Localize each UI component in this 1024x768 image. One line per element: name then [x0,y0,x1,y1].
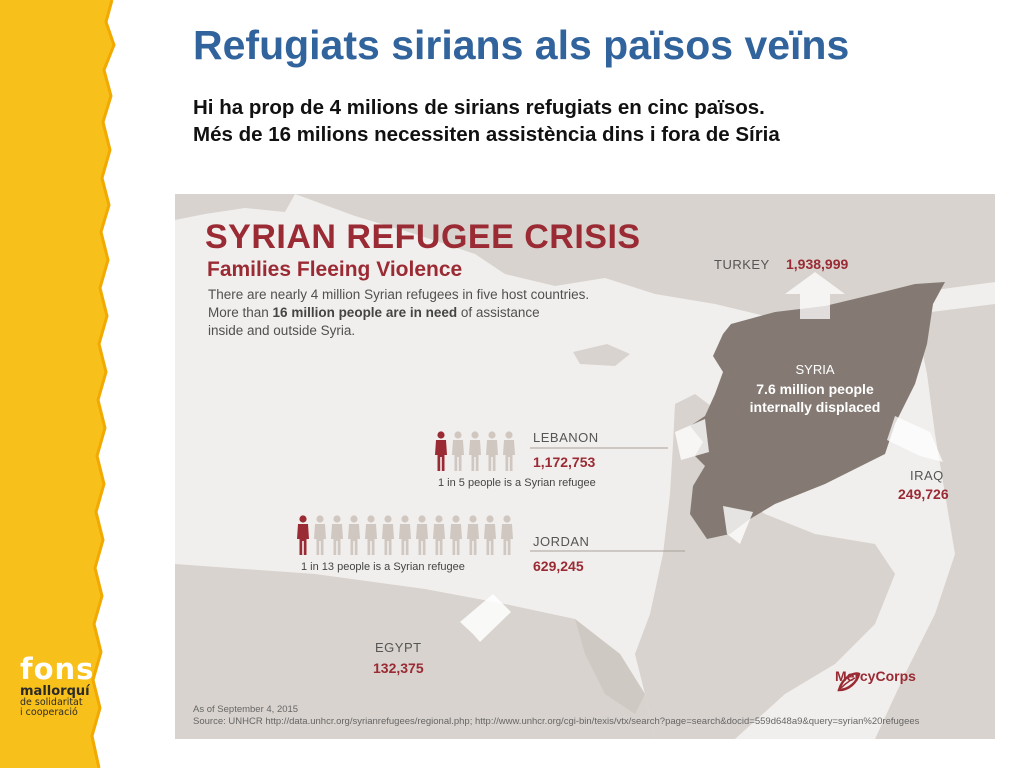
person-icon [365,515,377,555]
person-icon [435,431,447,471]
jordan-value: 629,245 [533,558,584,574]
person-icon [297,515,309,555]
logo-line1: de solidaritat [20,697,83,708]
subtitle-line2: Més de 16 milions necessiten assistència dins i fora de Síria [193,123,780,146]
person-icon [331,515,343,555]
person-icon [348,515,360,555]
logo-line2: i cooperació [20,707,78,718]
lebanon-label: LEBANON [533,430,599,445]
logo-fons-text: fons [20,652,95,686]
syria-label: SYRIA [795,362,835,377]
slide-subtitle [193,94,780,148]
logo-mallorqui-text: mallorquí [20,684,90,699]
lebanon-value: 1,172,753 [533,454,596,470]
person-icon [503,431,515,471]
mercycorps-logo [835,668,916,686]
person-icon [452,431,464,471]
slide-title: Refugiats sirians als països veïns [193,22,850,68]
intro-line2 [208,304,589,322]
mercycorps-text: MercyCorps [835,668,916,684]
person-icon [433,515,445,555]
people-group-lebanon [435,431,515,471]
egypt-label: EGYPT [375,640,422,655]
person-icon [501,515,513,555]
lebanon-note: 1 in 5 people is a Syrian refugee [438,477,596,489]
mercycorps-leaf-icon [835,668,863,696]
person-icon [314,515,326,555]
intro-line2-post: of assistance [457,305,540,320]
jordan-note: 1 in 13 people is a Syrian refugee [301,561,465,573]
land-europe [175,194,295,220]
infographic-intro [208,286,589,340]
iraq-value: 249,726 [898,486,949,502]
intro-line2-bold: 16 million people are in need [272,305,458,320]
turkey-label: TURKEY [714,257,770,272]
person-icon [486,431,498,471]
land-cyprus [573,344,630,366]
intro-line2-pre: More than [208,305,273,320]
intro-line1: There are nearly 4 million Syrian refugees in five host countries. [208,287,590,302]
fons-mallorqui-logo [20,652,100,718]
infographic-title: SYRIAN REFUGEE CRISIS [205,218,641,256]
intro-line3: inside and outside Syria. [208,323,356,338]
iraq-label: IRAQ [910,468,944,483]
subtitle-line1: Hi ha prop de 4 milions de sirians refugiats en cinc països. [193,96,765,119]
person-icon [484,515,496,555]
person-icon [469,431,481,471]
egypt-value: 132,375 [373,660,424,676]
person-icon [399,515,411,555]
turkey-value: 1,938,999 [786,256,849,272]
jordan-label: JORDAN [533,534,590,549]
person-icon [416,515,428,555]
person-icon [450,515,462,555]
infographic-date: As of September 4, 2015 [193,704,299,715]
syria-line1: 7.6 million people [756,381,874,397]
person-icon [382,515,394,555]
people-group-jordan [297,515,513,555]
syria-line2: internally displaced [749,399,881,415]
infographic-subtitle: Families Fleeing Violence [207,258,463,281]
person-icon [467,515,479,555]
refugee-crisis-infographic [175,194,995,739]
infographic-source: Source: UNHCR http://data.unhcr.org/syrianrefugees/regional.php; http://www.unhcr.org/cgi-bin/texis/vtx/search?page=search&docid=559d648a9&query=syrian%20refugees [193,716,920,727]
